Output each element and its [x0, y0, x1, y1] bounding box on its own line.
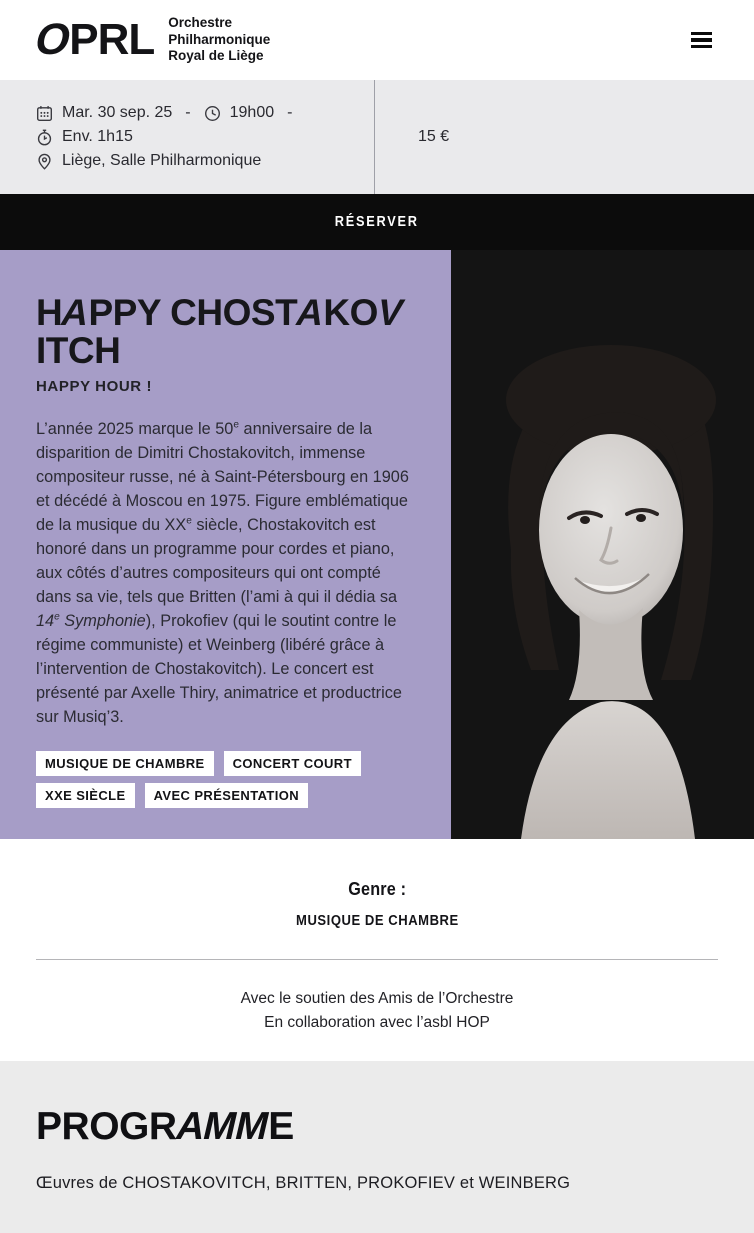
- tag-list: [36, 751, 411, 808]
- support-line: Avec le soutien des Amis de l’Orchestre: [240, 990, 514, 1007]
- hero-section: [0, 250, 754, 839]
- programme-section: [0, 1061, 754, 1233]
- hamburger-bar: [691, 38, 712, 42]
- oprl-logo[interactable]: [30, 14, 271, 66]
- event-date: Mar. 30 sep. 25: [62, 104, 173, 121]
- event-location: Liège, Salle Philharmonique: [62, 152, 262, 169]
- event-duration: Env. 1h15: [62, 128, 133, 145]
- support-line: En collaboration avec l’asbl HOP: [264, 1014, 490, 1031]
- genre-value-label: MUSIQUE DE CHAMBRE: [295, 913, 459, 929]
- reserve-button-label: RÉSERVER: [334, 214, 420, 230]
- logo-subtitle: [168, 15, 270, 66]
- tag[interactable]: CONCERT COURT: [224, 751, 361, 776]
- event-description: L’année 2025 marque le 50e anniversaire de la disparition de Dimitri Chostakovitch, immense compositeur russe, né à Saint-Pétersbourg en 1906 et décédé à Moscou en 1975. Figure emblématique de la musique du XXe siècle, Chostakovitch est honoré dans un programme pour cordes et piano, aux côtés d’autres compositeurs qui ont compté dans sa vie, tels que Britten (l’ami à qui il dédia sa 14e Symphonie), Prokofiev (qui le soutint contre le régime communiste) et Weinberg (libéré grâce à l’intervention de Chostakovitch). Le concert est présenté par Axelle Thiry, animatrice et productrice sur Musiq’3.: [36, 419, 409, 726]
- programme-works: Œuvres de CHOSTAKOVITCH, BRITTEN, PROKOFIEV et WEINBERG: [36, 1174, 571, 1192]
- tag[interactable]: AVEC PRÉSENTATION: [145, 783, 308, 808]
- separator: -: [287, 104, 293, 121]
- event-duration-row: [36, 128, 374, 146]
- genre-heading-label: Genre :: [348, 879, 406, 899]
- logo-wordmark: OPRL: [30, 15, 155, 64]
- hero-content-panel: [0, 250, 451, 839]
- event-title: HAPPY CHOSTAKOVITCH: [36, 292, 407, 371]
- genre-section: [0, 839, 754, 1061]
- programme-title: PROGRAMME: [36, 1105, 294, 1148]
- location-pin-icon: [36, 153, 53, 170]
- event-time: 19h00: [229, 104, 275, 121]
- divider: [36, 959, 718, 960]
- hamburger-menu-icon[interactable]: [685, 23, 718, 58]
- event-photo: [451, 250, 754, 839]
- tag[interactable]: MUSIQUE DE CHAMBRE: [36, 751, 214, 776]
- event-date-time-row: [36, 104, 374, 122]
- clock-icon: [204, 105, 221, 122]
- event-subtitle: HAPPY HOUR !: [36, 378, 153, 395]
- hamburger-bar: [691, 45, 712, 49]
- event-price-panel: [375, 80, 754, 194]
- separator: -: [185, 104, 191, 121]
- logo-subtitle-line: Philharmonique: [168, 31, 271, 47]
- logo-subtitle-line: Orchestre: [168, 14, 233, 30]
- reserve-button[interactable]: [0, 194, 754, 250]
- event-location-row: [36, 152, 374, 170]
- calendar-icon: [36, 105, 53, 122]
- tag[interactable]: XXE SIÈCLE: [36, 783, 135, 808]
- event-price: 15 €: [418, 128, 450, 145]
- genre-value: [36, 913, 718, 929]
- event-info-details: [0, 80, 375, 194]
- stopwatch-icon: [36, 129, 53, 146]
- logo-subtitle-line: Royal de Liège: [168, 48, 264, 64]
- hamburger-bar: [691, 32, 712, 36]
- event-info-bar: [0, 80, 754, 194]
- support-text: [36, 987, 718, 1035]
- site-header: [0, 0, 754, 80]
- genre-heading: [36, 879, 718, 900]
